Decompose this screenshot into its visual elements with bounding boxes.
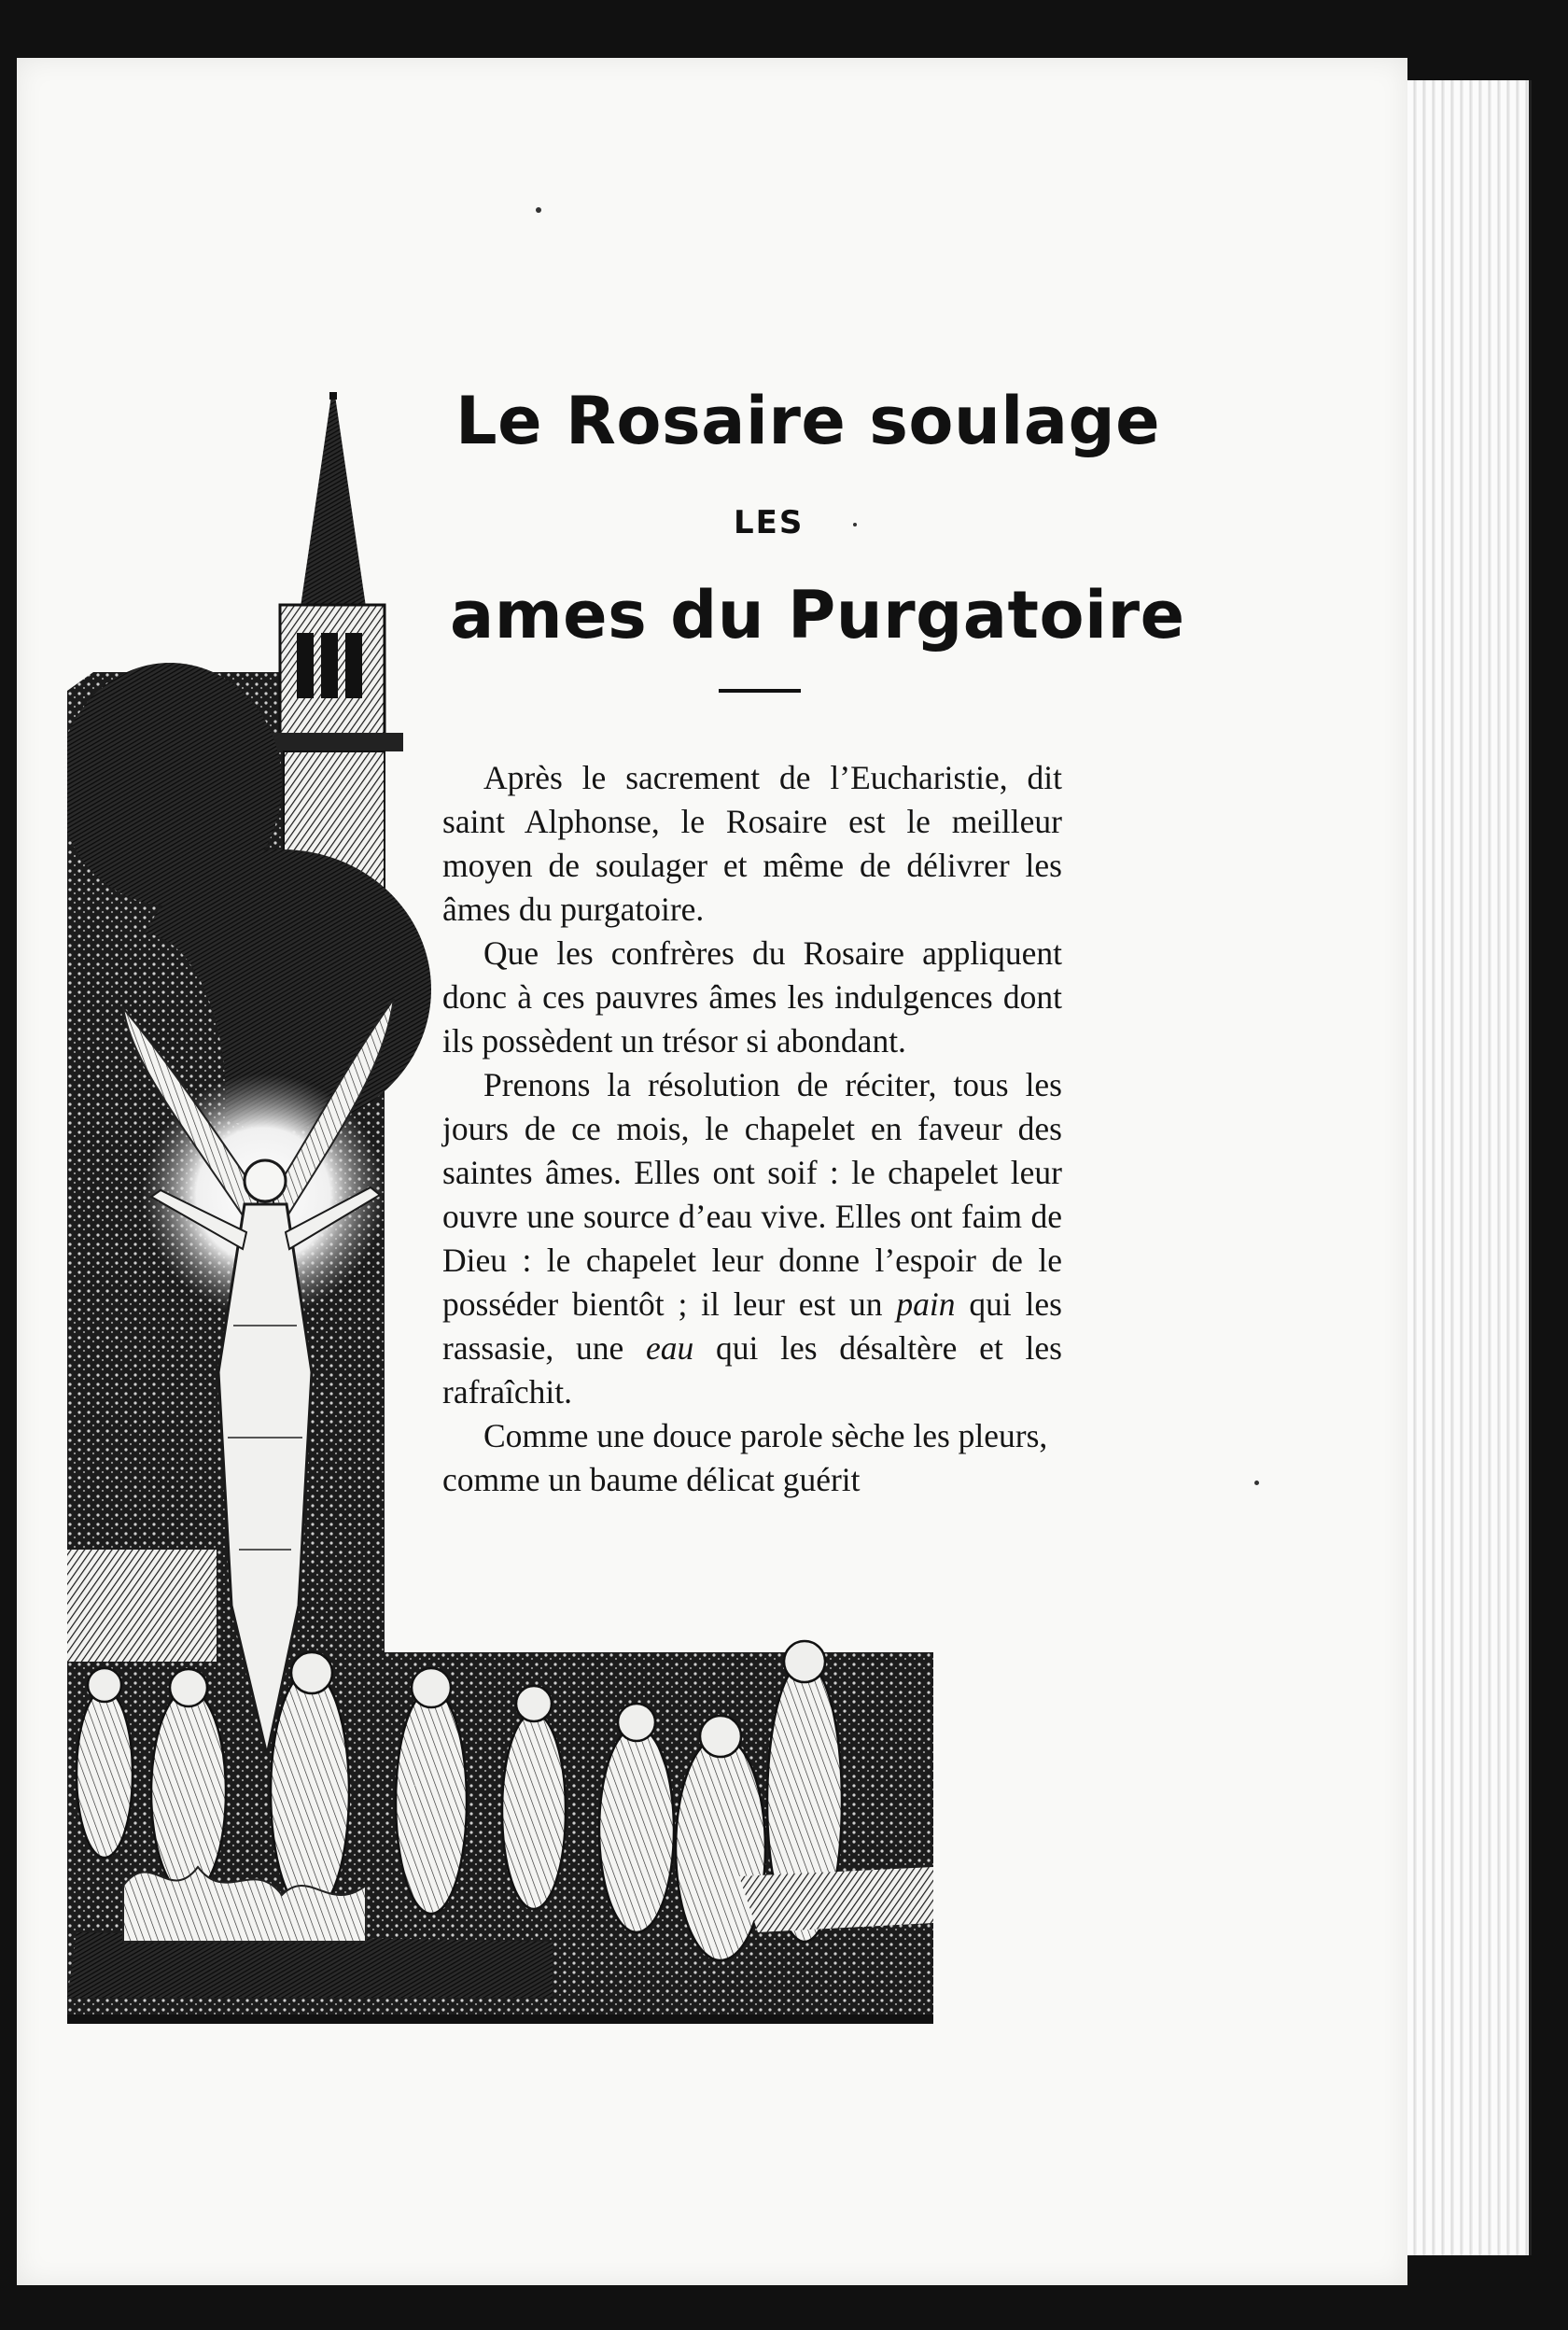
chapter-title-line1: Le Rosaire soulage (455, 383, 1161, 459)
dust-speck (853, 523, 857, 526)
paragraph (442, 756, 1062, 932)
paragraph-text: qui les rassasie, une (442, 1285, 1062, 1367)
dust-speck (1254, 1481, 1259, 1485)
paragraph (442, 932, 1062, 1063)
dust-speck (536, 207, 541, 213)
paragraph-text: Après le sacrement de l’Eucharistie, dit saint Alphonse, le Rosaire est le meilleur moyen de soulager et même de délivrer les âmes du purgatoire. (442, 759, 1062, 928)
paragraph-text: Prenons la résolution de réciter, tous les jours de ce mois, le chapelet en faveur des saintes âmes. Elles ont soif : le chapelet leur ouvre une source d’eau vive. Elles ont faim de Dieu : le chapelet leur donne l’espoir de le posséder bientôt ; il leur est un (442, 1066, 1062, 1323)
paragraph (442, 1063, 1062, 1414)
paragraph-text: Comme une douce parole sèche les pleurs, comme un baume délicat guérit (442, 1417, 1048, 1498)
body-text (442, 756, 1062, 1502)
paragraph-text: qui les désaltère et les rafraîchit. (442, 1329, 1062, 1411)
chapter-title-line2: LES (734, 504, 805, 541)
paragraph (442, 1414, 1062, 1502)
italic-word-pain: pain (896, 1285, 956, 1323)
chapter-title-line3: ames du Purgatoire (450, 577, 1185, 653)
paragraph-text: Que les confrères du Rosaire appliquent donc à ces pauvres âmes les indulgences dont ils possèdent un trésor si abondant. (442, 934, 1062, 1060)
italic-word-eau: eau (646, 1329, 694, 1367)
